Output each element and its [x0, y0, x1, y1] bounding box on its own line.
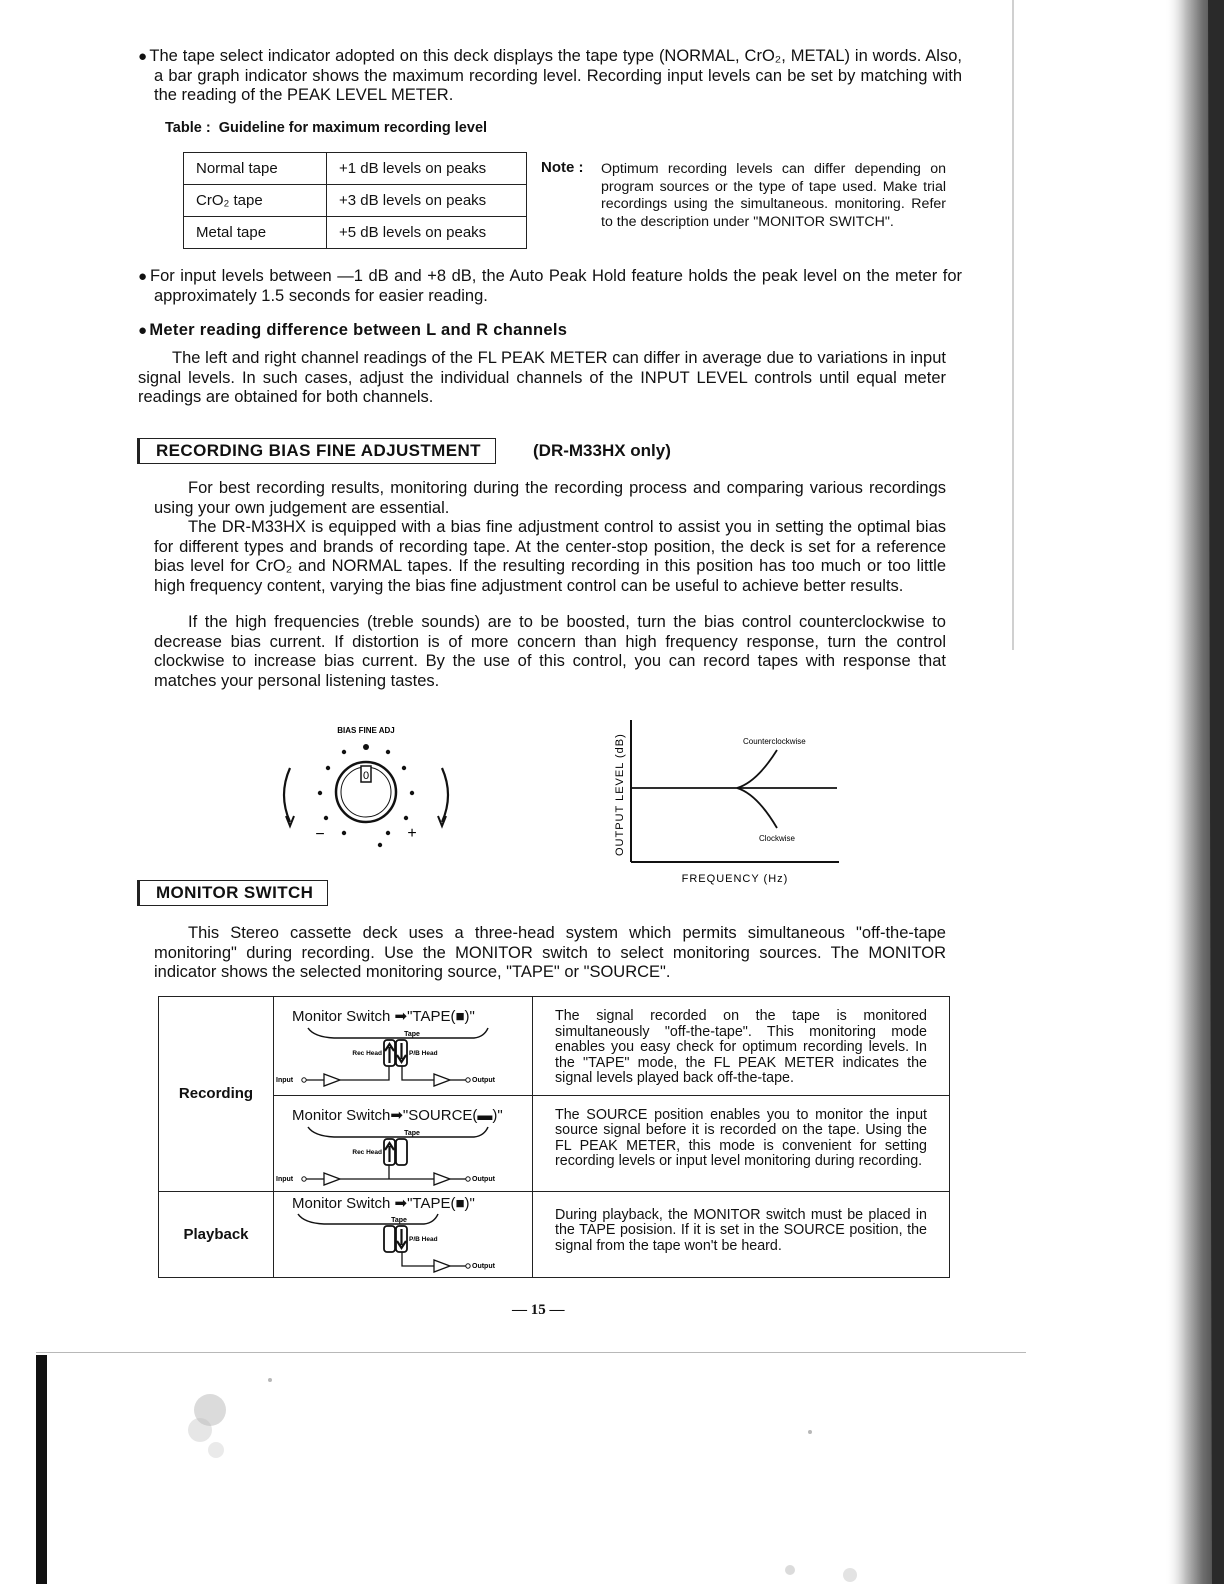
- level-cell: +3 dB levels on peaks: [327, 185, 527, 217]
- diagram-cell: [274, 997, 533, 1096]
- tape-label: Tape: [391, 1216, 407, 1224]
- tape-type-cell: Normal tape: [184, 153, 327, 185]
- level-cell: +5 dB levels on peaks: [327, 217, 527, 249]
- bias-paragraph-3: If the high frequencies (treble sounds) are to be boosted, turn the bias control counterclockwise to decrease bias current. If distortion is of more concern than high frequency response, turn the control clockwise to increase bias current. By the use of this control, you can record tapes with response that matches your personal listening tastes.: [154, 613, 946, 690]
- cw-arrow-icon: [442, 768, 448, 822]
- bias-model-note: (DR-M33HX only): [533, 441, 671, 460]
- diagram-title: Monitor Switch➡"SOURCE(▬)": [292, 1106, 503, 1124]
- graph-ccw-curve: [737, 750, 777, 788]
- guideline-table: [183, 152, 527, 249]
- output-label: Output: [472, 1077, 495, 1084]
- bullet-icon: ●: [138, 268, 149, 285]
- tape-select-paragraph: ● The tape select indicator adopted on this deck displays the tape type (NORMAL, CrO₂, METAL) in words. Also, a bar graph indicator shows the maximum recording level. Recording input levels can be set by matching with the reading of the PEAK LEVEL METER.: [138, 47, 962, 104]
- pb-head-label: P/B Head: [409, 1235, 438, 1243]
- tape-type-cell: Metal tape: [184, 217, 327, 249]
- note-label: Note :: [541, 159, 584, 176]
- meter-diff-paragraph: The left and right channel readings of the FL PEAK METER can differ in average due to variations in input signal levels. In such cases, adjust the individual channels of the INPUT LEVEL controls until equal meter readings are obtained for both channels.: [138, 349, 946, 406]
- scan-top-line: [1012, 0, 1014, 650]
- scan-noise: [150, 1370, 1010, 1584]
- diagram-title: Monitor Switch ➡"TAPE(■)": [292, 1008, 475, 1025]
- table-row: [184, 185, 527, 217]
- source-mode-description: The SOURCE position enables you to monitor the input source signal before it is recorded on the tape. Using the FL PEAK METER, this mode is convenient for setting recording levels or input level monitoring during recording.: [533, 1095, 950, 1191]
- table-row: [159, 1095, 950, 1191]
- graph-ccw-label: Counterclockwise: [743, 737, 806, 746]
- pb-head-icon: [396, 1139, 407, 1165]
- playback-mode-description: During playback, the MONITOR switch must be placed in the TAPE posision. If it is set in the SOURCE position, the signal from the tape won't be heard.: [533, 1191, 950, 1277]
- graph-cw-label: Clockwise: [759, 834, 796, 843]
- diagram-cell: [274, 1095, 533, 1191]
- tape-mode-diagram: [274, 1025, 532, 1089]
- bias-knob-figure: [270, 720, 470, 860]
- bullet-icon: ●: [138, 48, 148, 65]
- graph-x-label: FREQUENCY (Hz): [681, 873, 789, 885]
- monitor-intro-paragraph: This Stereo cassette deck uses a three-head system which permits simultaneous "off-the-tape monitoring" during recording. Use the MONITOR switch to select monitoring sources. The MONITOR indicator shows the selected monitoring source, "TAPE" or "SOURCE".: [154, 924, 946, 981]
- tape-label: Tape: [404, 1031, 420, 1038]
- ccw-arrow-icon: [284, 768, 290, 822]
- pb-head-label: P/B Head: [409, 1050, 438, 1057]
- meter-diff-heading: ● Meter reading difference between L and R channels: [138, 321, 568, 339]
- bullet-icon: ●: [138, 322, 148, 339]
- scan-left-strip: [36, 1355, 47, 1584]
- source-mode-diagram: [274, 1124, 532, 1188]
- table-row: [184, 217, 527, 249]
- graph-y-label: OUTPUT LEVEL (dB): [614, 733, 626, 856]
- table-row: [184, 153, 527, 185]
- knob-center-mark: 0: [362, 770, 370, 782]
- bias-paragraph-2: The DR-M33HX is equipped with a bias fine adjustment control to assist you in setting the optimal bias for different types and brands of recording tape. At the center-stop position, the deck is set for a reference bias level for CrO₂ and NORMAL tapes. If the resulting recording in this position has too much or too little high frequency content, varying the bias fine adjustment control can be useful to achieve better results.: [154, 518, 946, 595]
- recording-row-header: Recording: [159, 997, 274, 1192]
- peak-hold-paragraph: ● For input levels between —1 dB and +8 dB, the Auto Peak Hold feature holds the peak level on the meter for approximately 1.5 seconds for easier reading.: [138, 267, 962, 305]
- note-text: Optimum recording levels can differ depending on program sources or the type of tape used. Make trial recordings using the simultaneous. monitoring. Refer to the description under "MONITOR SWITCH".: [601, 161, 946, 230]
- scan-fold-line: [36, 1352, 1026, 1353]
- page-number: — 15 —: [512, 1302, 565, 1318]
- playback-row-header: Playback: [159, 1191, 274, 1277]
- rec-head-label: Rec Head: [352, 1148, 382, 1156]
- knob-minus: −: [315, 826, 325, 843]
- rec-head-label: Rec Head: [352, 1050, 382, 1057]
- playback-mode-diagram: [274, 1212, 532, 1274]
- tape-label: Tape: [404, 1129, 420, 1137]
- output-label: Output: [472, 1262, 495, 1270]
- rec-head-icon: [384, 1226, 395, 1252]
- diagram-title: Monitor Switch ➡"TAPE(■)": [292, 1194, 475, 1212]
- input-label: Input: [276, 1175, 294, 1183]
- guideline-table-caption: Table : Guideline for maximum recording level: [165, 120, 488, 136]
- monitor-section-heading: MONITOR SWITCH: [137, 880, 328, 906]
- diagram-cell: [274, 1191, 533, 1277]
- bias-response-graph: [605, 716, 855, 891]
- input-label: Input: [276, 1077, 294, 1084]
- graph-cw-curve: [737, 788, 777, 828]
- monitor-table: [158, 996, 950, 1278]
- bias-section-heading: RECORDING BIAS FINE ADJUSTMENT: [137, 438, 496, 464]
- tape-mode-description: The signal recorded on the tape is monitored simultaneously "off-the-tape". This monitoring mode enables you easy check for optimum recording levels. In the "TAPE" mode, the FL PEAK METER indicates the signal levels played back off-the-tape.: [533, 997, 950, 1096]
- knob-label: BIAS FINE ADJ: [337, 726, 395, 735]
- bias-paragraph-1: For best recording results, monitoring during the recording process and comparing various recordings using your own judgement are essential.: [154, 479, 946, 517]
- table-row: [159, 997, 950, 1096]
- level-cell: +1 dB levels on peaks: [327, 153, 527, 185]
- table-row: [159, 1191, 950, 1277]
- scan-edge-shadow: [1012, 0, 1224, 1584]
- output-label: Output: [472, 1175, 495, 1183]
- knob-plus: +: [407, 825, 417, 842]
- tape-type-cell: CrO₂ tape: [184, 185, 327, 217]
